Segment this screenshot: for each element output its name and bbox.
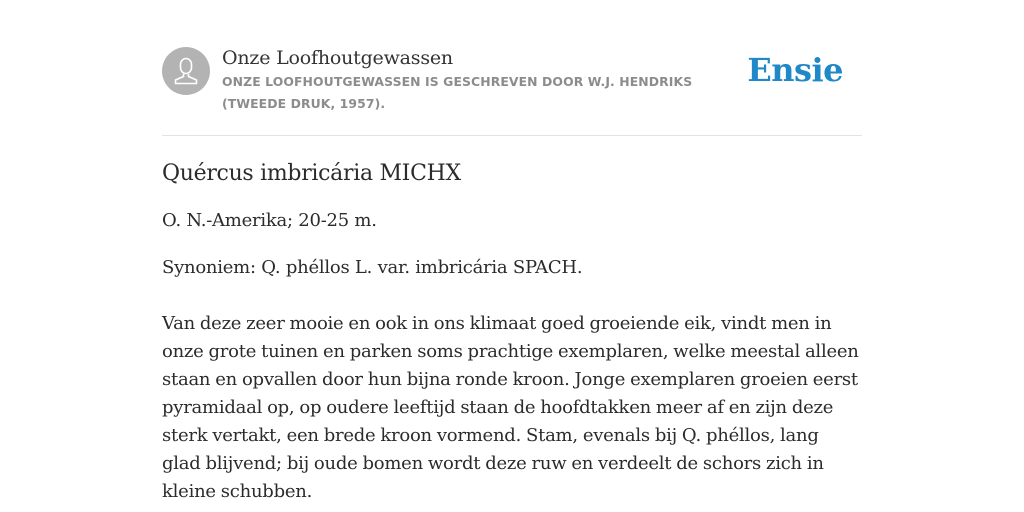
book-title[interactable]: Onze Loofhoutgewassen bbox=[222, 47, 453, 69]
article-paragraph-synonym: Synoniem: Q. phéllos L. var. imbricária SPACH. bbox=[162, 257, 583, 278]
header bbox=[162, 46, 862, 136]
ensie-logo[interactable]: Ensie bbox=[747, 51, 843, 89]
user-icon bbox=[162, 47, 210, 95]
article-paragraph-origin: O. N.-Amerika; 20-25 m. bbox=[162, 210, 377, 231]
book-subtitle: ONZE LOOFHOUTGEWASSEN IS GESCHREVEN DOOR W.J. HENDRIKS (TWEEDE DRUK, 1957). bbox=[222, 74, 693, 111]
article-paragraph-description: Van deze zeer mooie en ook in ons klimaat goed groeiende eik, vindt men in onze grote tuinen en parken soms prachtige exemplaren, welke meestal alleen staan en opvallen door hun bijna ronde kroon. Jonge exemplaren groeien eerst pyramidaal op, op oudere leeftijd staan de hoofdtakken meer af en zijn deze sterk vertakt, een brede kroon vormend. Stam, evenals bij Q. phéllos, lang glad blijvend; bij oude bomen wordt deze ruw en verdeelt de schors zich in kleine schubben. bbox=[162, 313, 859, 502]
header-text bbox=[222, 46, 752, 115]
article-heading: Quércus imbricária MICHX bbox=[162, 161, 461, 186]
article bbox=[162, 156, 862, 506]
avatar[interactable] bbox=[162, 47, 210, 95]
